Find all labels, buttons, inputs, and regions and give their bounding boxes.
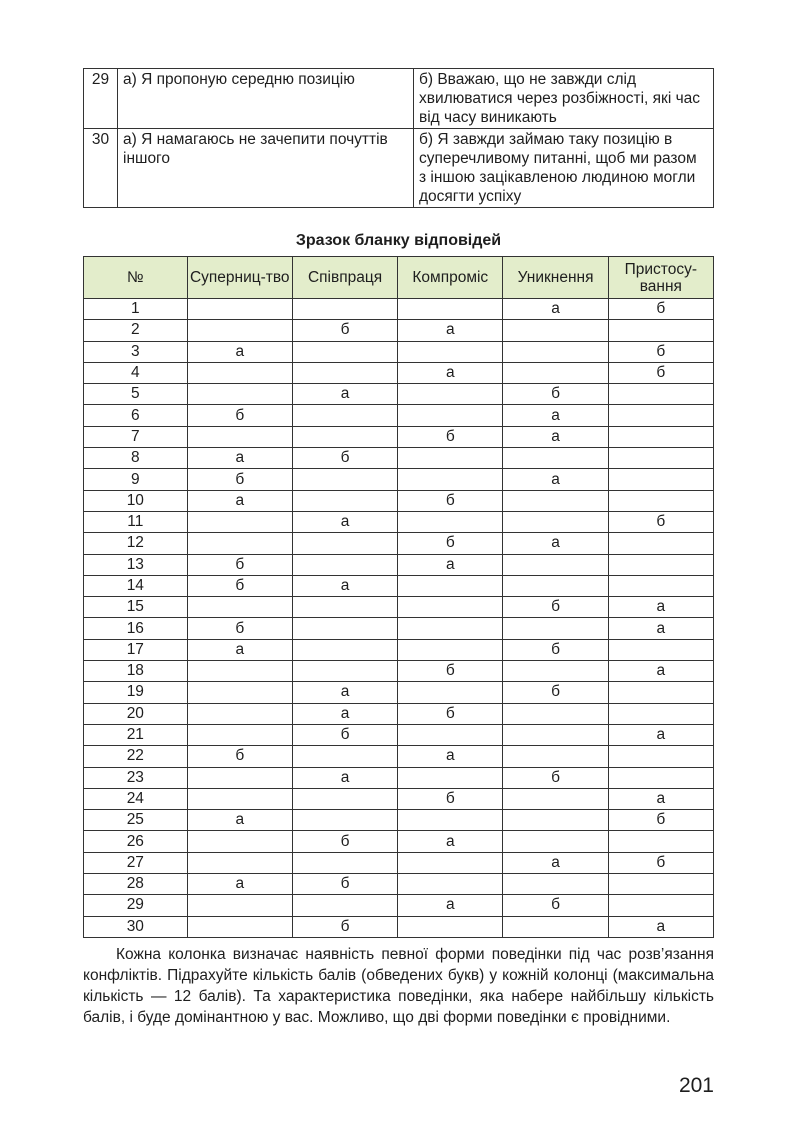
answer-cell (187, 661, 292, 682)
row-number: 8 (84, 448, 188, 469)
option-b: б) Вважаю, що не завжди слід хвилюватися через розбіжності, які час від часу виникають (414, 69, 714, 129)
answer-cell (398, 874, 503, 895)
row-number: 7 (84, 426, 188, 447)
answer-cell (503, 916, 608, 937)
answer-cell (187, 767, 292, 788)
answer-cell: б (608, 299, 713, 320)
answer-cell: а (608, 724, 713, 745)
answer-cell: б (292, 916, 397, 937)
row-number: 2 (84, 320, 188, 341)
answer-cell: б (187, 746, 292, 767)
answer-cell: б (398, 533, 503, 554)
answer-cell: б (398, 661, 503, 682)
row-number: 28 (84, 874, 188, 895)
answer-cell (608, 384, 713, 405)
answer-cell (187, 597, 292, 618)
answer-row (84, 703, 714, 724)
answer-row (84, 831, 714, 852)
answer-cell: а (292, 682, 397, 703)
answer-cell (187, 916, 292, 937)
answer-cell (292, 618, 397, 639)
row-number: 3 (84, 341, 188, 362)
answer-cell (503, 575, 608, 596)
answer-cell (398, 597, 503, 618)
answer-cell (187, 724, 292, 745)
instruction-paragraph (83, 944, 714, 1028)
answer-cell: а (292, 703, 397, 724)
answer-cell: б (608, 362, 713, 383)
answer-row (84, 320, 714, 341)
answer-cell: а (187, 448, 292, 469)
answer-cell (292, 661, 397, 682)
answer-cell: а (503, 469, 608, 490)
answer-cell: а (292, 575, 397, 596)
answer-cell (503, 320, 608, 341)
answer-cell (398, 618, 503, 639)
answer-table-header-row (84, 257, 714, 299)
answer-row (84, 682, 714, 703)
answer-row (84, 299, 714, 320)
answer-cell (398, 341, 503, 362)
option-a: а) Я намагаюсь не зачепити почуттів іншого (118, 129, 414, 208)
answer-cell: б (608, 511, 713, 532)
answer-cell: а (608, 618, 713, 639)
answer-cell: а (292, 511, 397, 532)
answer-cell: а (503, 405, 608, 426)
answer-row (84, 554, 714, 575)
answer-row (84, 746, 714, 767)
answer-cell (503, 661, 608, 682)
row-number: 12 (84, 533, 188, 554)
answer-cell (503, 788, 608, 809)
answer-row (84, 426, 714, 447)
answer-cell (187, 703, 292, 724)
answer-row (84, 533, 714, 554)
header-compromise: Компроміс (398, 257, 503, 299)
answer-cell (187, 299, 292, 320)
answer-cell (187, 788, 292, 809)
answer-cell (292, 299, 397, 320)
answer-table-title: Зразок бланку відповідей (295, 232, 502, 249)
answer-cell (398, 852, 503, 873)
answer-cell: а (292, 384, 397, 405)
answer-row (84, 469, 714, 490)
answer-cell (608, 575, 713, 596)
answer-cell (608, 746, 713, 767)
answer-cell (187, 362, 292, 383)
answer-cell (292, 639, 397, 660)
answer-cell: б (503, 767, 608, 788)
answer-cell (292, 341, 397, 362)
answer-cell (292, 554, 397, 575)
answer-cell (503, 448, 608, 469)
answer-cell: а (398, 362, 503, 383)
answer-cell (292, 362, 397, 383)
answer-cell (608, 320, 713, 341)
answer-cell (398, 448, 503, 469)
answer-cell (292, 597, 397, 618)
row-number: 1 (84, 299, 188, 320)
answer-cell: а (608, 916, 713, 937)
row-number: 10 (84, 490, 188, 511)
page-number: 201 (678, 1074, 714, 1097)
answer-cell (608, 426, 713, 447)
answer-row (84, 597, 714, 618)
answer-cell (503, 554, 608, 575)
answer-cell: а (608, 597, 713, 618)
answer-cell (608, 767, 713, 788)
answer-cell: б (398, 426, 503, 447)
answer-row (84, 575, 714, 596)
answer-row (84, 341, 714, 362)
answer-cell: б (503, 639, 608, 660)
answer-cell: б (608, 810, 713, 831)
answer-cell (503, 724, 608, 745)
answer-cell: б (292, 831, 397, 852)
answer-cell: б (503, 895, 608, 916)
row-number: 5 (84, 384, 188, 405)
answer-row (84, 767, 714, 788)
answer-cell (292, 895, 397, 916)
answer-cell (398, 767, 503, 788)
row-number: 11 (84, 511, 188, 532)
answer-row (84, 490, 714, 511)
answer-cell (398, 299, 503, 320)
answer-cell (398, 639, 503, 660)
row-number: 17 (84, 639, 188, 660)
answer-cell (398, 405, 503, 426)
question-row (84, 69, 714, 129)
answer-row (84, 511, 714, 532)
answer-cell (292, 405, 397, 426)
header-cooperation: Співпраця (292, 257, 397, 299)
answer-cell: а (187, 874, 292, 895)
answer-cell (398, 511, 503, 532)
answer-cell (608, 703, 713, 724)
answer-cell: а (503, 852, 608, 873)
answer-cell (398, 916, 503, 937)
answer-cell: а (503, 426, 608, 447)
row-number: 20 (84, 703, 188, 724)
answer-row (84, 639, 714, 660)
answer-cell (503, 511, 608, 532)
answer-cell (503, 874, 608, 895)
answer-cell (187, 533, 292, 554)
answer-cell: б (398, 788, 503, 809)
answer-row (84, 405, 714, 426)
header-number: № (84, 257, 188, 299)
row-number: 30 (84, 916, 188, 937)
answer-cell: б (608, 852, 713, 873)
answer-row (84, 362, 714, 383)
header-accommodation: Пристосу-вання (608, 257, 713, 299)
answer-cell: б (292, 320, 397, 341)
row-number: 26 (84, 831, 188, 852)
answer-cell: а (187, 490, 292, 511)
answer-cell (292, 746, 397, 767)
option-b: б) Я завжди займаю таку позицію в суперечливому питанні, щоб ми разом з іншою зацікавленою людиною могли досягти успіху (414, 129, 714, 208)
answer-cell: б (503, 384, 608, 405)
answer-cell: а (608, 788, 713, 809)
answer-sheet-table (83, 256, 714, 938)
answer-cell (608, 874, 713, 895)
answer-cell (187, 831, 292, 852)
row-number: 18 (84, 661, 188, 682)
answer-cell (187, 320, 292, 341)
header-avoidance: Уникнення (503, 257, 608, 299)
answer-cell: а (398, 895, 503, 916)
answer-cell: а (292, 767, 397, 788)
answer-cell (292, 810, 397, 831)
answer-cell (608, 895, 713, 916)
row-number: 9 (84, 469, 188, 490)
row-number: 24 (84, 788, 188, 809)
answer-cell (608, 448, 713, 469)
answer-cell (187, 895, 292, 916)
answer-cell (503, 810, 608, 831)
answer-cell (292, 788, 397, 809)
answer-cell (187, 384, 292, 405)
row-number: 19 (84, 682, 188, 703)
row-number: 13 (84, 554, 188, 575)
answer-cell: б (187, 618, 292, 639)
row-number: 6 (84, 405, 188, 426)
answer-row (84, 724, 714, 745)
answer-row (84, 810, 714, 831)
answer-cell: б (503, 682, 608, 703)
answer-cell (187, 852, 292, 873)
answer-cell (398, 384, 503, 405)
answer-cell: а (503, 533, 608, 554)
answer-cell: б (187, 469, 292, 490)
answer-cell (398, 810, 503, 831)
answer-cell: а (398, 554, 503, 575)
answer-cell (503, 746, 608, 767)
row-number: 21 (84, 724, 188, 745)
answer-cell (503, 831, 608, 852)
answer-cell: б (398, 703, 503, 724)
row-number: 23 (84, 767, 188, 788)
question-row (84, 129, 714, 208)
answer-cell (292, 490, 397, 511)
answer-cell: б (292, 448, 397, 469)
answer-cell: б (187, 405, 292, 426)
header-competition: Суперниц-тво (187, 257, 292, 299)
answer-cell: а (187, 341, 292, 362)
answer-row (84, 895, 714, 916)
row-number: 22 (84, 746, 188, 767)
answer-cell: б (187, 575, 292, 596)
row-number: 27 (84, 852, 188, 873)
answer-cell: б (503, 597, 608, 618)
row-number: 25 (84, 810, 188, 831)
answer-cell (292, 426, 397, 447)
question-number: 30 (84, 129, 118, 208)
answer-cell: б (187, 554, 292, 575)
answer-cell (398, 469, 503, 490)
question-number: 29 (84, 69, 118, 129)
answer-cell: б (398, 490, 503, 511)
answer-cell (503, 703, 608, 724)
answer-cell (608, 405, 713, 426)
answer-cell: а (398, 746, 503, 767)
answer-row (84, 618, 714, 639)
answer-row (84, 852, 714, 873)
answer-cell (608, 469, 713, 490)
answer-row (84, 661, 714, 682)
row-number: 29 (84, 895, 188, 916)
answer-cell (503, 362, 608, 383)
answer-cell (503, 341, 608, 362)
row-number: 15 (84, 597, 188, 618)
answer-cell (398, 682, 503, 703)
answer-cell: а (608, 661, 713, 682)
answer-cell (608, 639, 713, 660)
answer-cell (608, 533, 713, 554)
questions-table (83, 68, 714, 208)
answer-row (84, 874, 714, 895)
answer-cell: а (398, 831, 503, 852)
answer-cell (187, 511, 292, 532)
answer-cell (503, 618, 608, 639)
answer-cell: а (187, 810, 292, 831)
answer-cell (398, 724, 503, 745)
row-number: 4 (84, 362, 188, 383)
option-a: а) Я пропоную середню позицію (118, 69, 414, 129)
answer-cell (292, 852, 397, 873)
answer-cell (503, 490, 608, 511)
answer-cell (608, 554, 713, 575)
answer-row (84, 916, 714, 937)
answer-cell (608, 682, 713, 703)
answer-cell: б (292, 724, 397, 745)
answer-cell: б (608, 341, 713, 362)
answer-row (84, 384, 714, 405)
answer-cell: а (187, 639, 292, 660)
answer-cell (292, 469, 397, 490)
answer-cell (608, 490, 713, 511)
answer-row (84, 448, 714, 469)
answer-cell (292, 533, 397, 554)
row-number: 14 (84, 575, 188, 596)
row-number: 16 (84, 618, 188, 639)
instruction-text: Кожна колонка визначає наявність певної форми поведінки під час розв’язання конфліктів. Підрахуйте кількість балів (обведених букв) у кожній колонці (максимальна кількість — 12 балів). Та характеристика поведінки, яка набере найбільшу кількість балів, і буде домінантною у вас. Можливо, що дві форми поведінки є провідними. (83, 946, 714, 1026)
answer-cell (608, 831, 713, 852)
answer-cell (187, 426, 292, 447)
answer-cell: а (503, 299, 608, 320)
answer-cell (187, 682, 292, 703)
answer-cell: б (292, 874, 397, 895)
answer-cell: а (398, 320, 503, 341)
answer-cell (398, 575, 503, 596)
answer-row (84, 788, 714, 809)
